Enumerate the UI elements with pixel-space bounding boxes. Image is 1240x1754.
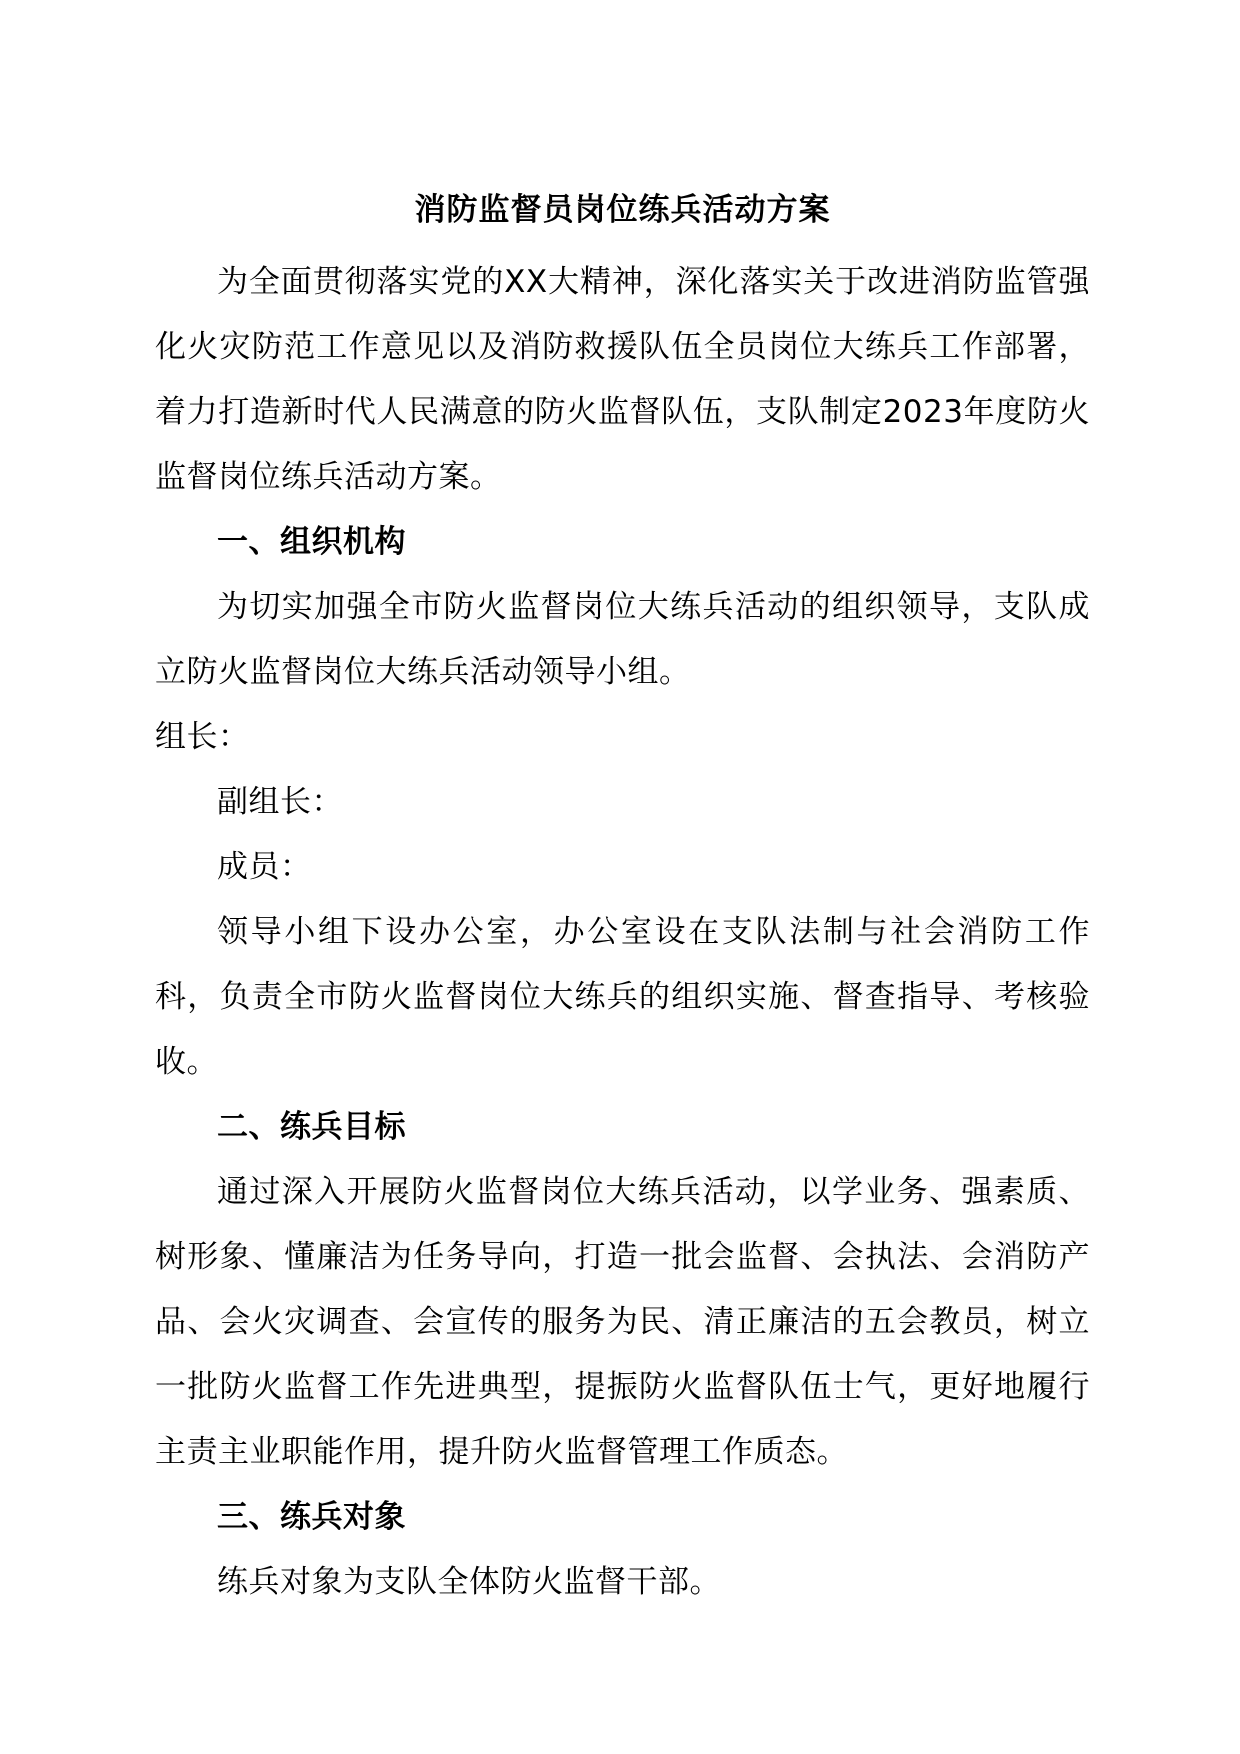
deputy-leader-line: 副组长：: [217, 784, 343, 820]
section-heading-organization: 一、组织机构: [217, 524, 406, 560]
members-line: 成员：: [217, 849, 312, 885]
section-heading-goals: 二、练兵目标: [217, 1109, 406, 1145]
office-paragraph: 领导小组下设办公室，办公室设在支队法制与社会消防工作科，负责全市防火监督岗位大练兵的组织实施、督查指导、考核验收。: [155, 914, 1090, 1080]
organization-paragraph: 为切实加强全市防火监督岗位大练兵活动的组织领导，支队成立防火监督岗位大练兵活动领导小组。: [155, 589, 1090, 690]
goals-paragraph: 通过深入开展防火监督岗位大练兵活动，以学业务、强素质、树形象、懂廉洁为任务导向，打造一批会监督、会执法、会消防产品、会火灾调查、会宣传的服务为民、清正廉洁的五会教员，树立一批防火监督工作先进典型，提振防火监督队伍士气，更好地履行主责主业职能作用，提升防火监督管理工作质态。: [155, 1174, 1090, 1470]
intro-paragraph: 为全面贯彻落实党的XX大精神，深化落实关于改进消防监管强化火灾防范工作意见以及消防救援队伍全员岗位大练兵工作部署，着力打造新时代人民满意的防火监督队伍，支队制定2023年度防火监督岗位练兵活动方案。: [155, 264, 1090, 495]
document-title: 消防监督员岗位练兵活动方案: [414, 192, 831, 228]
section-heading-targets: 三、练兵对象: [217, 1499, 406, 1535]
group-leader-line: 组长：: [155, 719, 250, 755]
targets-paragraph: 练兵对象为支队全体防火监督干部。: [217, 1564, 721, 1600]
